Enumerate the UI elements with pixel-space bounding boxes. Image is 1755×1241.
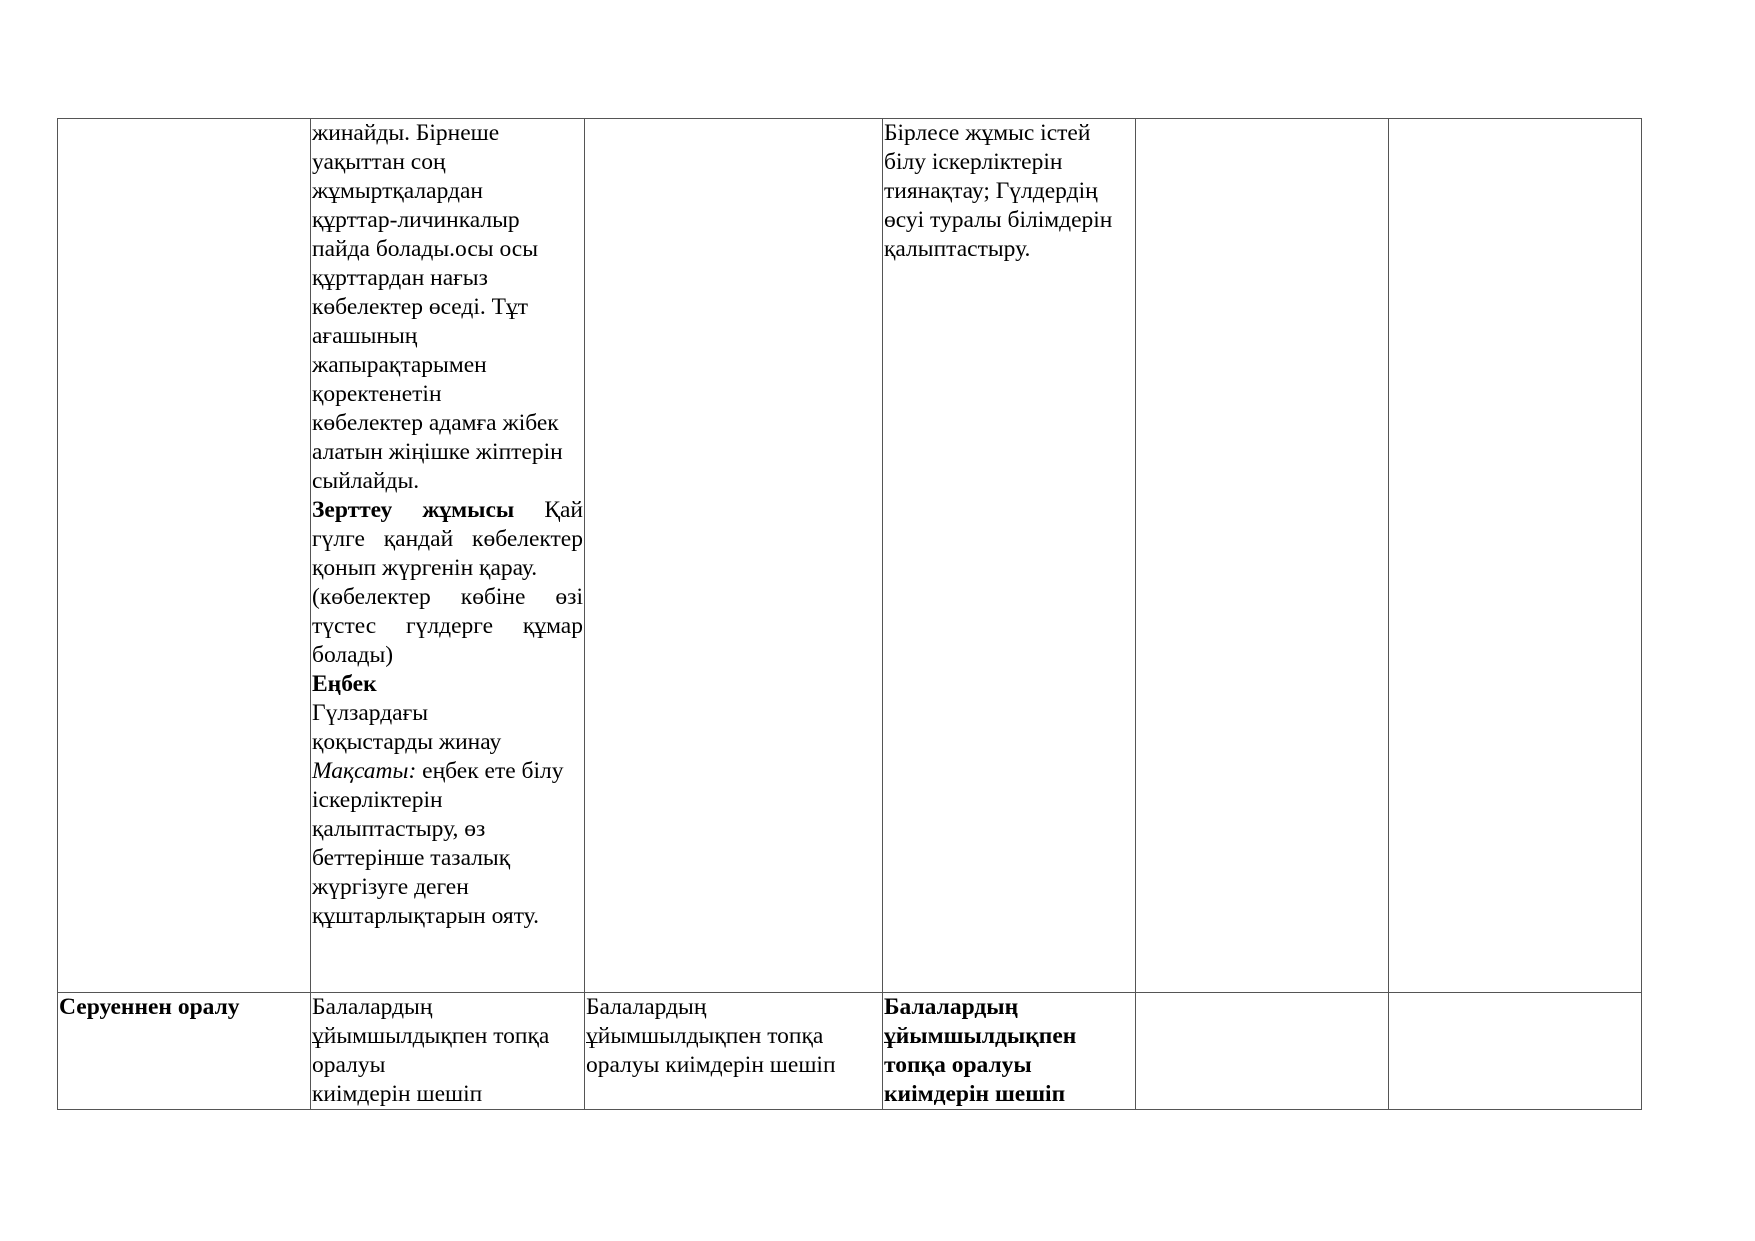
text-line: Балалардың (884, 994, 1019, 1020)
text-line: Гүлзардағы (312, 700, 429, 726)
text-line: Бірлесе жұмыс істей (884, 120, 1091, 146)
text-line: сыйлайды. (312, 468, 420, 494)
text-line: өсуі туралы білімдерін (884, 207, 1113, 233)
text-line: жапырақтарымен (312, 352, 487, 378)
text-line: білу іскерліктерін (884, 149, 1063, 175)
goal-line (312, 757, 583, 786)
table-cell-empty (1136, 119, 1389, 993)
text-line: болады) (312, 642, 394, 668)
research-label: Зерттеу жұмысы (312, 497, 515, 523)
plan-table (57, 118, 1642, 1110)
table-row (58, 993, 1642, 1110)
text-line: пайда болады.осы осы (312, 236, 539, 262)
text-line: көбелектер өседі. Тұт (312, 294, 529, 320)
table-cell-row-label: Серуеннен оралу (58, 993, 311, 1110)
text-line: қалыптастыру. (884, 236, 1031, 262)
table-cell-activity-description (311, 119, 585, 993)
text-line: топқа оралуы (884, 1052, 1032, 1078)
text-line: Балалардың (312, 994, 433, 1020)
text-line: жинайды. Бірнеше (312, 120, 500, 146)
text-fragment: еңбек ете білу (416, 758, 564, 784)
text-line: қоректенетін (312, 381, 442, 407)
table-cell-empty (1389, 119, 1642, 993)
text-fragment: Қай (544, 497, 584, 523)
text-line: оралуы киімдерін шешіп (586, 1052, 836, 1078)
text-line: түстес гүлдерге құмар (312, 613, 583, 639)
labor-label: Еңбек (312, 671, 377, 697)
table-cell-goal (883, 119, 1136, 993)
text-line: беттерінше тазалық (312, 845, 511, 871)
table-cell-activity (585, 993, 883, 1110)
text-line: гүлге қандай көбелектер (312, 526, 583, 552)
text-line: құрттардан нағыз (312, 265, 488, 291)
text-line: құштарлықтарын ояту. (312, 903, 539, 929)
text-line: Балалардың (586, 994, 707, 1020)
text-line: құрттар-личинкалыр (312, 207, 520, 233)
text-line: киімдерін шешіп (312, 1081, 483, 1107)
text-line: ұйымшылдықпен (884, 1023, 1077, 1049)
table-row (58, 119, 1642, 993)
text-line: ұйымшылдықпен топқа (586, 1023, 824, 1049)
text-line: көбелектер адамға жібек (312, 410, 559, 436)
text-line: алатын жіңішке жіптерін (312, 439, 563, 465)
table-cell-row-label (58, 119, 311, 993)
text-line: (көбелектер көбіне өзі (312, 584, 583, 610)
text-line: тиянақтау; Гүлдердің (884, 178, 1098, 204)
table-cell-activity (883, 993, 1136, 1110)
goal-label: Мақсаты: (312, 758, 417, 784)
text-line: қонып жүргенін қарау. (312, 555, 538, 581)
text-line: қалыптастыру, өз (312, 816, 486, 842)
text-line: ағашының (312, 323, 418, 349)
text-line: оралуы (312, 1052, 386, 1078)
text-line: жұмыртқалардан (312, 178, 483, 204)
table-cell-empty (1389, 993, 1642, 1110)
table-cell-empty (585, 119, 883, 993)
table-cell-empty (1136, 993, 1389, 1110)
table-cell-activity (311, 993, 585, 1110)
text-line: уақыттан соң (312, 149, 446, 175)
research-heading-line (312, 496, 583, 525)
text-line: киімдерін шешіп (884, 1081, 1066, 1107)
text-line: іскерліктерін (312, 787, 443, 813)
text-line: жүргізуге деген (312, 874, 469, 900)
text-line: қоқыстарды жинау (312, 729, 502, 755)
text-line: ұйымшылдықпен топқа (312, 1023, 550, 1049)
